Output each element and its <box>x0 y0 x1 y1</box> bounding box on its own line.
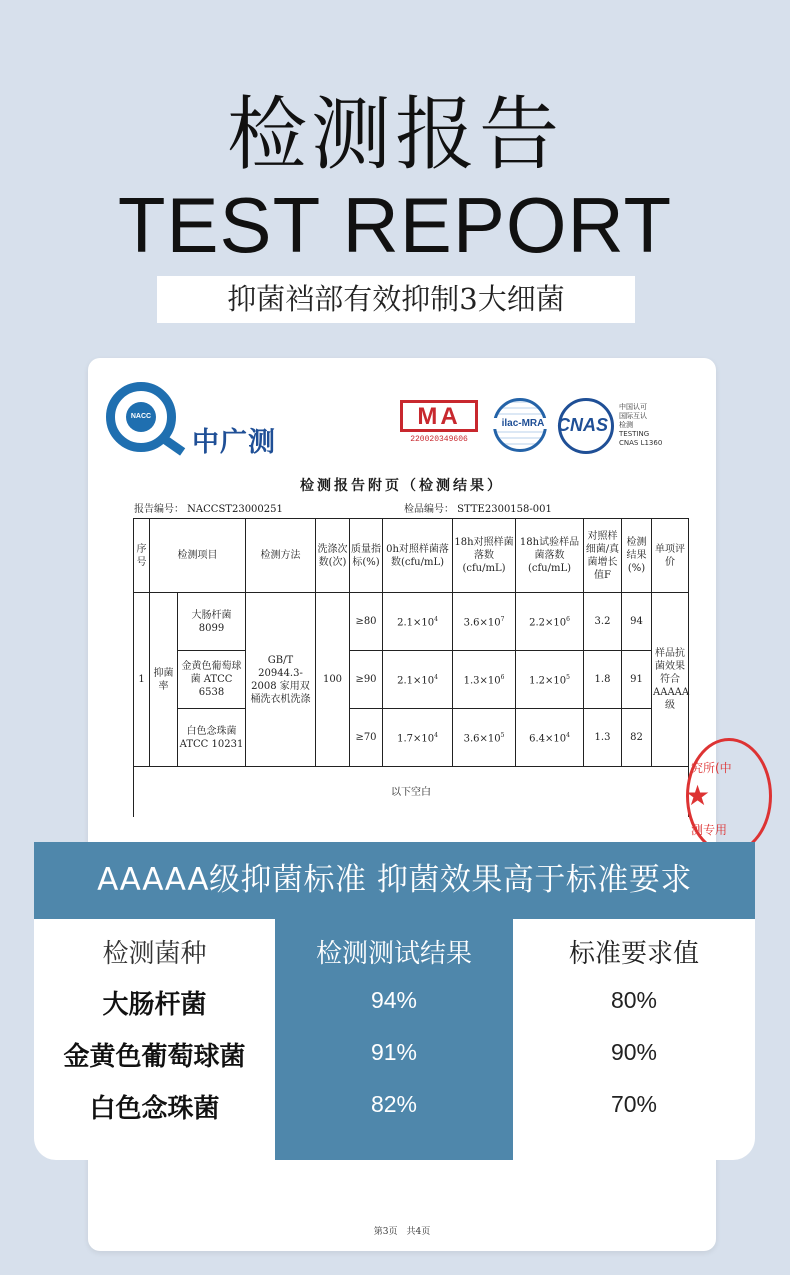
c18-cell <box>453 651 516 709</box>
cnas-caption <box>619 403 662 448</box>
c18-exp: 7 <box>500 616 505 624</box>
ilac-mra-icon <box>493 398 547 452</box>
cnas-icon <box>558 398 614 454</box>
cnas-caption-line: 中国认可 <box>619 403 647 411</box>
col-header-standard: 标准要求值 <box>568 939 699 969</box>
table-row <box>134 709 689 767</box>
table-row <box>134 651 689 709</box>
result-cell: 82 <box>622 709 652 767</box>
cma-mark-icon <box>400 400 478 442</box>
index-cell: ≥80 <box>350 593 383 651</box>
table-row <box>134 593 689 651</box>
logo-inner-text: NACC <box>126 402 156 432</box>
result-value: 82% <box>370 1091 418 1117</box>
c18-cell <box>453 593 516 651</box>
t18-value: 6.4×10 <box>529 733 567 745</box>
c18-value: 1.3×10 <box>463 675 501 687</box>
result-cell: 91 <box>622 651 652 709</box>
blank-note: 以下空白 <box>134 767 689 818</box>
c0-exp: 4 <box>434 616 438 624</box>
result-cell: 94 <box>622 593 652 651</box>
organism-name: 金黄色葡萄球菌 <box>63 1042 246 1072</box>
stamp-text-top: 究所(中 <box>691 761 732 775</box>
c0-value: 2.1×10 <box>397 675 435 687</box>
organism-cell: 大肠杆菌 8099 <box>178 593 246 651</box>
logo-name: 中广测 <box>192 427 276 458</box>
page-number: 第3页 共4页 <box>373 1227 431 1237</box>
document-title: 检测报告附页（检测结果） <box>300 478 504 494</box>
c18-value: 3.6×10 <box>463 733 501 745</box>
evaluation-cell: 样品抗菌效果符合AAAAA级 <box>652 593 689 767</box>
page-title-en: TEST REPORT <box>117 181 673 269</box>
summary-panel <box>34 842 755 1160</box>
table-row-blank <box>134 767 689 818</box>
table-header: 对照样细菌/真菌增长值F <box>584 519 622 593</box>
organism-name: 大肠杆菌 <box>102 990 207 1020</box>
t18-exp: 5 <box>566 674 570 682</box>
summary-banner: AAAAA级抑菌标准 抑菌效果高于标准要求 <box>34 842 755 919</box>
cnas-caption-line: TESTING <box>619 430 650 438</box>
stamp-text-bottom: 测专用 <box>691 823 728 837</box>
t18-exp: 4 <box>566 732 570 740</box>
table-header: 检测结果(%) <box>622 519 652 593</box>
f-cell: 1.3 <box>584 709 622 767</box>
organism-cell: 白色念珠菌 ATCC 10231 <box>178 709 246 767</box>
report-number: 报告编号： NACCST23000251 <box>134 504 283 515</box>
c0-cell <box>383 651 453 709</box>
standard-value: 80% <box>610 987 658 1013</box>
table-header: 18h试验样品菌落数(cfu/mL) <box>516 519 584 593</box>
f-cell: 3.2 <box>584 593 622 651</box>
t18-value: 1.2×10 <box>529 675 567 687</box>
f-cell: 1.8 <box>584 651 622 709</box>
col-header-result: 检测测试结果 <box>315 939 472 969</box>
cnas-label: CNAS <box>557 415 609 435</box>
c0-cell <box>383 593 453 651</box>
table-header: 检测项目 <box>150 519 246 593</box>
col-header-organism: 检测菌种 <box>102 939 207 969</box>
table-header: 洗涤次数(次) <box>316 519 350 593</box>
stamp-star-icon: ★ <box>685 779 711 812</box>
c18-exp: 5 <box>500 732 505 740</box>
result-value: 94% <box>370 987 418 1013</box>
c18-exp: 6 <box>500 674 505 682</box>
table-header: 0h对照样菌落数(cfu/mL) <box>383 519 453 593</box>
t18-value: 2.2×10 <box>529 617 567 629</box>
washes-cell: 100 <box>316 593 350 767</box>
cma-number: 220020349606 <box>410 435 468 444</box>
results-table <box>133 518 689 817</box>
sample-number: 检品编号： STTE2300158-001 <box>404 504 552 515</box>
official-stamp-icon <box>686 738 772 854</box>
table-header: 质量指标(%) <box>350 519 383 593</box>
organism-name: 白色念珠菌 <box>89 1094 220 1124</box>
t18-cell <box>516 709 584 767</box>
table-header: 单项评价 <box>652 519 689 593</box>
organism-cell: 金黄色葡萄球菌 ATCC 6538 <box>178 651 246 709</box>
table-header: 18h对照样菌落数(cfu/mL) <box>453 519 516 593</box>
table-header: 检测方法 <box>246 519 316 593</box>
c18-value: 3.6×10 <box>463 617 501 629</box>
c0-exp: 4 <box>434 674 438 682</box>
subtitle-banner: 抑菌裆部有效抑制3大细菌 <box>157 276 635 323</box>
c0-exp: 4 <box>434 732 438 740</box>
seq-cell: 1 <box>134 593 150 767</box>
c0-cell <box>383 709 453 767</box>
result-value: 91% <box>370 1039 418 1065</box>
table-header-row <box>134 519 689 593</box>
index-cell: ≥90 <box>350 651 383 709</box>
standard-value: 70% <box>610 1091 658 1117</box>
method-cell: GB/T 20944.3-2008 家用双桶洗衣机洗涤 <box>246 593 316 767</box>
ilac-label: ilac-MRA <box>490 418 556 429</box>
cnas-caption-line: 国际互认 <box>619 412 647 420</box>
t18-exp: 6 <box>566 616 570 624</box>
cnas-caption-line: CNAS L1360 <box>619 439 663 447</box>
item-group-cell: 抑菌率 <box>150 593 178 767</box>
nacc-logo-icon <box>106 382 176 452</box>
standard-value: 90% <box>610 1039 658 1065</box>
cma-label: MA <box>400 400 478 432</box>
c0-value: 1.7×10 <box>397 733 435 745</box>
c0-value: 2.1×10 <box>397 617 435 629</box>
cnas-caption-line: 检测 <box>619 421 633 429</box>
table-header: 序号 <box>134 519 150 593</box>
index-cell: ≥70 <box>350 709 383 767</box>
t18-cell <box>516 651 584 709</box>
t18-cell <box>516 593 584 651</box>
c18-cell <box>453 709 516 767</box>
page-title-cn: 检测报告 <box>227 88 563 181</box>
